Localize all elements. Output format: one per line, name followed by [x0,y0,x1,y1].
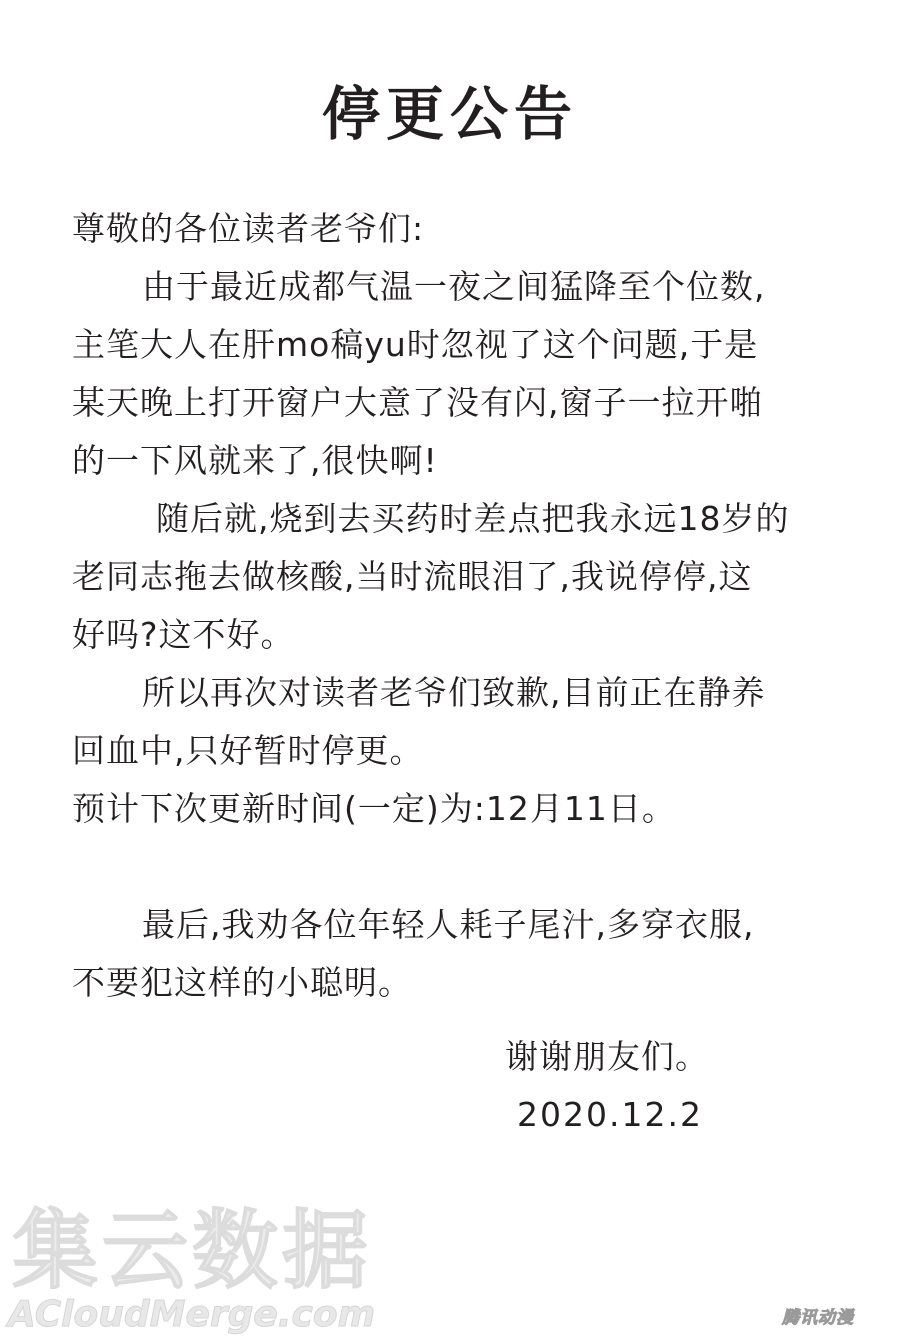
paragraph-line: 回血中,只好暂时停更。 [72,731,424,770]
notice-date: 2020.12.2 [517,1095,703,1134]
paragraph-line: 好吗?这不好。 [72,615,295,654]
paragraph-line: 所以再次对读者老爷们致歉,目前正在静养 [142,673,766,712]
notice-title: 停更公告 [321,80,578,148]
site-watermark [0,1195,440,1341]
greeting-line: 尊敬的各位读者老爷们: [72,209,425,248]
watermark-en-text: ACloudMerge.com [8,1294,376,1335]
paragraph-gap [72,838,832,896]
paragraph-line: 不要犯这样的小聪明。 [72,963,412,1002]
paragraph-line: 某天晚上打开窗户大意了没有闪,窗子一拉开啪 [72,383,764,422]
signature-block [505,1028,709,1144]
paragraph-line: 最后,我劝各位年轻人耗子尾汁,多穿衣服, [142,905,755,944]
paragraph-line: 老同志拖去做核酸,当时流眼泪了,我说停停,这 [72,557,753,596]
schedule-line: 预计下次更新时间(一定)为:12月11日。 [72,789,676,828]
paragraph-line: 主笔大人在肝mo稿yu时忽视了这个问题,于是 [72,325,759,364]
paragraph-line: 的一下风就来了,很快啊! [72,441,438,480]
watermark-cn-text: 集云数据 [12,1201,372,1301]
platform-watermark-logo: 腾讯动漫 [782,1308,854,1328]
paragraph-line: 随后就,烧到去买药时差点把我永远18岁的 [156,499,790,538]
paragraph-line: 由于最近成都气温一夜之间猛降至个位数, [142,267,766,306]
notice-body [72,200,832,1012]
thanks-line: 谢谢朋友们。 [505,1037,709,1076]
